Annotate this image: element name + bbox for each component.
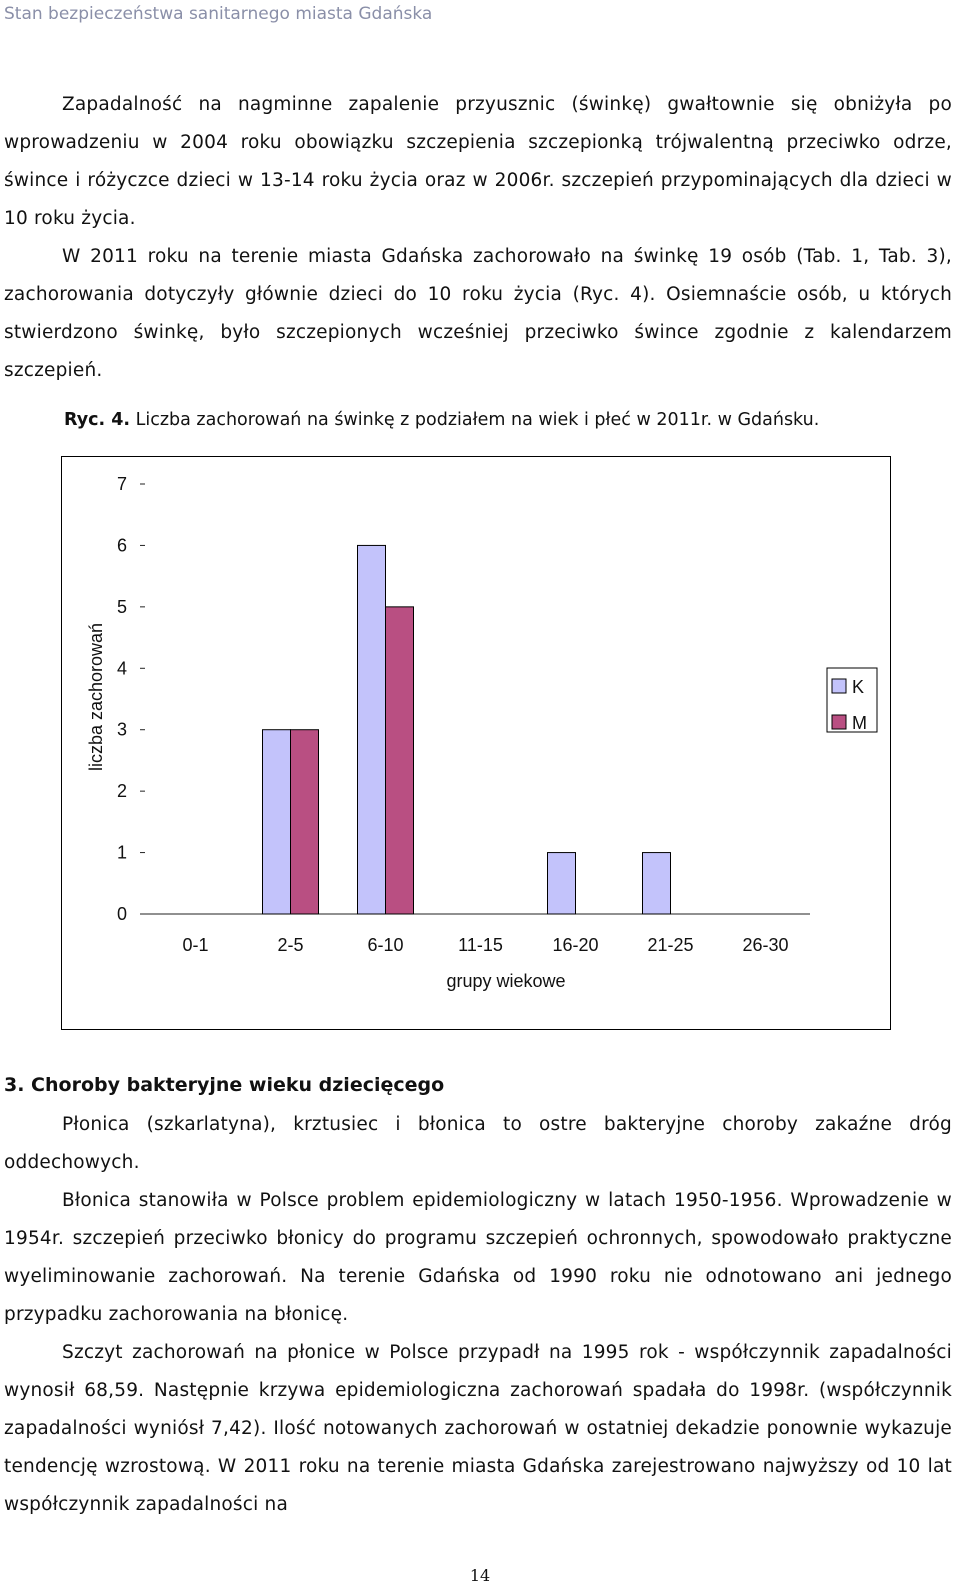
y-tick-label: 3 — [116, 719, 128, 740]
running-header: Stan bezpieczeństwa sanitarnego miasta Gdańska — [4, 4, 433, 24]
x-tick-label: 0-1 — [182, 935, 209, 955]
y-tick-label: 6 — [116, 535, 128, 556]
y-tick-label: 2 — [116, 781, 128, 802]
bar-K-16-20 — [548, 853, 576, 914]
x-tick-label: 2-5 — [277, 935, 304, 955]
x-tick-label: 26-30 — [742, 935, 789, 955]
x-tick-label: 21-25 — [647, 935, 694, 955]
bar-chart — [62, 457, 890, 1029]
page-number: 14 — [469, 1566, 491, 1585]
x-axis-label: grupy wiekowe — [446, 971, 566, 991]
legend-swatch-M — [832, 715, 846, 729]
bar-M-6-10 — [386, 607, 414, 914]
x-tick-label: 16-20 — [552, 935, 599, 955]
x-tick-label: 6-10 — [367, 935, 404, 955]
paragraph-text: Szczyt zachorowań na płonice w Polsce przypadł na 1995 rok - współczynnik zapadalności wynosił 68,59. Następnie krzywa epidemiologiczna zachorowań spadała do 1998r. (współczynnik zapadalności wyniósł 7,42). Ilość notowanych zachorowań w ostatniej dekadzie ponownie wykazuje tendencję wzrostową. W 2011 roku na terenie miasta Gdańska zarejestrowano najwyższy od 10 lat współczynnik zapadalności na — [4, 1342, 952, 1515]
bar-K-21-25 — [643, 853, 671, 914]
y-tick-label: 5 — [116, 596, 128, 617]
paragraph-mumps-2011 — [4, 238, 952, 390]
paragraph-text: Płonica (szkarlatyna), krztusiec i błonica to ostre bakteryjne choroby zakaźne dróg oddechowych. — [4, 1114, 952, 1173]
legend-swatch-K — [832, 679, 846, 693]
y-tick-label: 7 — [116, 474, 128, 494]
paragraph-text: Błonica stanowiła w Polsce problem epidemiologiczny w latach 1950-1956. Wprowadzenie w 1954r. szczepień przeciwko błonicy do programu szczepień ochronnych, spowodowało praktyczne wyeliminowanie zachorowań. Na terenie Gdańska od 1990 roku nie odnotowano ani jednego przypadku zachorowania na błonicę. — [4, 1190, 952, 1325]
y-tick-label: 0 — [116, 904, 128, 924]
legend-label-K: K — [852, 677, 865, 697]
paragraph-mumps-intro — [4, 86, 952, 238]
legend-label-M: M — [852, 713, 867, 733]
paragraph-diphtheria — [4, 1182, 952, 1334]
figure-caption-text: Liczba zachorowań na świnkę z podziałem na wiek i płeć w 2011r. w Gdańsku. — [130, 410, 820, 430]
y-axis-label: liczba zachorowań — [86, 622, 106, 772]
x-tick-label: 11-15 — [458, 935, 503, 955]
bar-K-6-10 — [358, 545, 386, 914]
figure-caption — [64, 410, 819, 430]
section-title: 3. Choroby bakteryjne wieku dziecięcego — [4, 1074, 445, 1096]
chart-frame — [61, 456, 891, 1030]
y-tick-label: 1 — [116, 842, 128, 863]
bar-K-2-5 — [263, 730, 291, 914]
paragraph-scarlet-fever — [4, 1334, 952, 1524]
y-tick-label: 4 — [116, 658, 128, 679]
figure-label: Ryc. 4. — [64, 410, 131, 430]
paragraph-text: Zapadalność na nagminne zapalenie przyusznic (świnkę) gwałtownie się obniżyła po wprowadzeniu w 2004 roku obowiązku szczepienia szczepionką trójwalentną przeciwko odrze, śwince i różyczce dzieci w 13-14 roku życia oraz w 2006r. szczepień przypominających dla dzieci w 10 roku życia. — [4, 94, 952, 229]
bar-M-2-5 — [291, 730, 319, 914]
paragraph-bacterial-intro — [4, 1106, 952, 1182]
paragraph-text: W 2011 roku na terenie miasta Gdańska zachorowało na świnkę 19 osób (Tab. 1, Tab. 3), zachorowania dotyczyły głównie dzieci do 10 roku życia (Ryc. 4). Osiemnaście osób, u których stwierdzono świnkę, było szczepionych wcześniej przeciwko śwince zgodnie z kalendarzem szczepień. — [4, 246, 952, 381]
